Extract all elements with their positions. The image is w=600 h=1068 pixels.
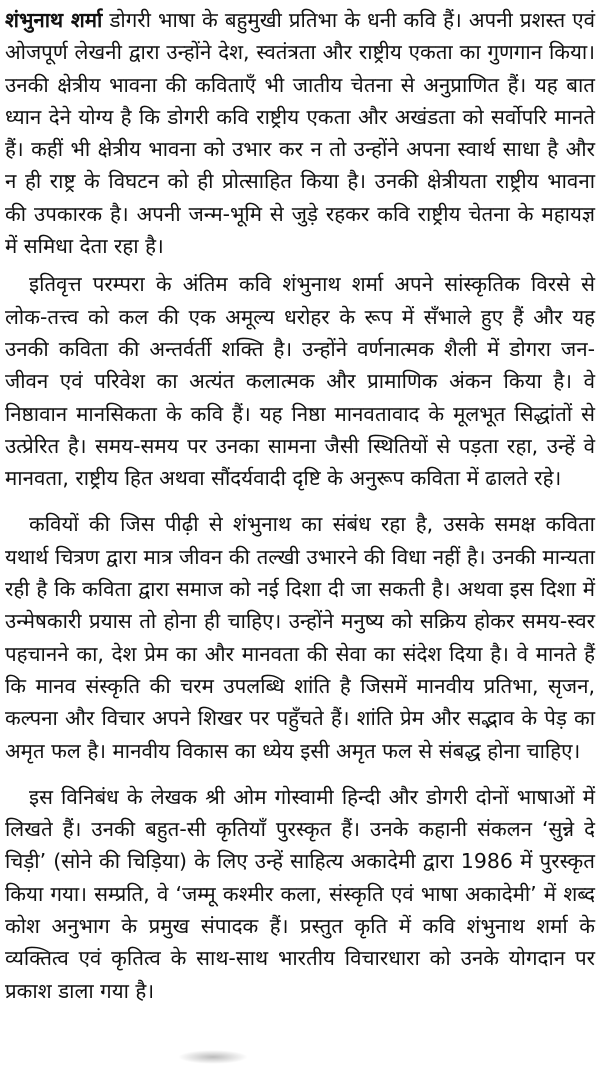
poet-name-lead: शंभुनाथ शर्मा [5,8,103,32]
paragraph-intro-text: डोगरी भाषा के बहुमुखी प्रतिभा के धनी कवि हैं। अपनी प्रशस्त एवं ओजपूर्ण लेखनी द्वारा उन्होंने देश, स्वतंत्रता और राष्ट्रीय एकता का गुणगान किया। उनकी क्षेत्रीय भावना की कविताएँ भी जातीय चेतना से अनुप्राणित हैं। यह बात ध्यान देने योग्य है कि डोगरी कवि राष्ट्रीय एकता और अखंडता को सर्वोपरि मानते हैं। कहीं भी क्षेत्रीय भावना को उभार कर न तो उन्होंने अपना स्वार्थ साधा है और न ही राष्ट्र के विघटन को ही प्रोत्साहित किया है। उनकी क्षेत्रीयता राष्ट्रीय भावना की उपकारक है। अपनी जन्म-भूमि से जुड़े रहकर कवि राष्ट्रीय चेतना के महायज्ञ में समिधा देता रहा है। [5,8,595,259]
paragraph-intro [5,4,595,262]
paragraph-spacer [5,494,595,508]
paragraph-tradition: इतिवृत्त परम्परा के अंतिम कवि शंभुनाथ शर्मा अपने सांस्कृतिक विरसे से लोक-तत्त्व को कल की एक अमूल्य धरोहर के रूप में सँभाले हुए हैं और यह उनकी कविता की अन्तर्वर्ती शक्ति है। उन्होंने वर्णनात्मक शैली में डोगरा जन-जीवन एवं परिवेश का अत्यंत कलात्मक और प्रामाणिक अंकन किया है। वे निष्ठावान मानसिकता के कवि हैं। यह निष्ठा मानवतावाद के मूलभूत सिद्धांतों से उत्प्रेरित है। समय-समय पर उनका सामना जैसी स्थितियों से पड़ता रहा, उन्हें वे मानवता, राष्ट्रीय हित अथवा सौंदर्यवादी दृष्टि के अनुरूप कविता में ढालते रहे। [5,272,595,491]
paragraph-spacer [5,767,595,781]
paragraph-author: इस विनिबंध के लेखक श्री ओम गोस्वामी हिन्दी और डोगरी दोनों भाषाओं में लिखते हैं। उनकी बहुत-सी कृतियाँ पुरस्कृत हैं। उनके कहानी संकलन ‘सुन्ने दे चिड़ी’ (सोने की चिड़िया) के लिए उन्हें साहित्य अकादेमी द्वारा 1986 में पुरस्कृत किया गया। सम्प्रति, वे ‘जम्मू कश्मीर कला, संस्कृति एवं भाषा अकादेमी’ में शब्द कोश अनुभाग के प्रमुख संपादक हैं। प्रस्तुत कृति में कवि शंभुनाथ शर्मा के व्यक्तित्व एवं कृतित्व के साथ-साथ भारतीय विचारधारा को उनके योगदान पर प्रकाश डाला गया है। [5,784,595,1003]
scan-smudge-mark [178,1050,248,1064]
paragraph-generation: कवियों की जिस पीढ़ी से शंभुनाथ का संबंध रहा है, उसके समक्ष कविता यथार्थ चित्रण द्वारा मात्र जीवन की तल्खी उभारने की विधा नहीं है। उनकी मान्यता रही है कि कविता द्वारा समाज को नई दिशा दी जा सकती है। अथवा इस दिशा में उन्मेषकारी प्रयास तो होना ही चाहिए। उन्होंने मनुष्य को सक्रिय होकर समय-स्वर पहचानने का, देश प्रेम का और मानवता की सेवा का संदेश दिया है। वे मानते हैं कि मानव संस्कृति की चरम उपलब्धि शांति है जिसमें मानवीय प्रतिभा, सृजन, कल्पना और विचार अपने शिखर पर पहुँचते हैं। शांति प्रेम और सद्भाव के पेड़ का अमृत फल है। मानवीय विकास का ध्येय इसी अमृत फल से संबद्ध होना चाहिए। [5,512,595,763]
